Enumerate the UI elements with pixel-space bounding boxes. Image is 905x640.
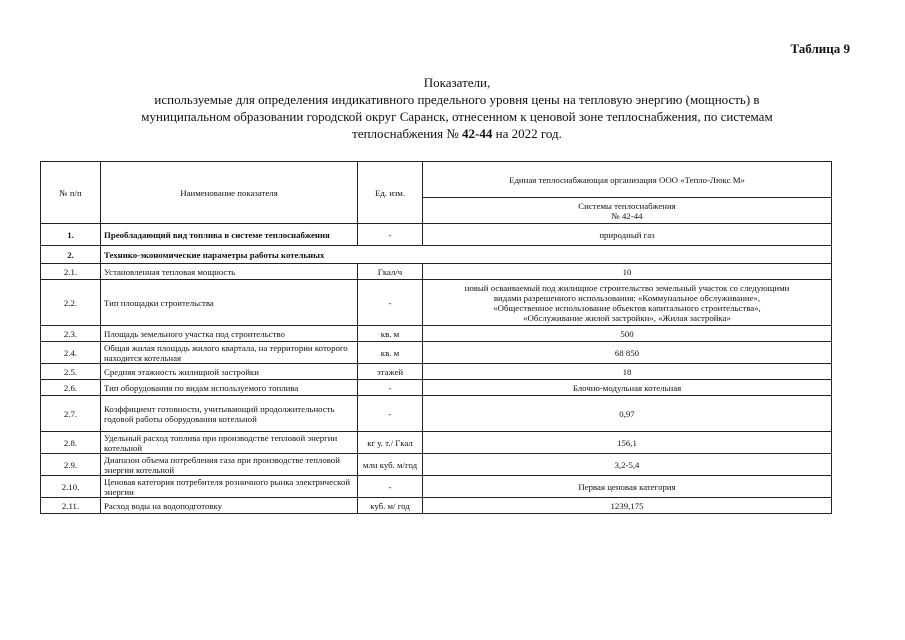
row-indicator-name: Расход воды на водоподготовку <box>101 498 358 514</box>
row-unit: - <box>358 396 423 432</box>
table-row <box>41 396 832 432</box>
heading-line-4-end: на 2022 год. <box>492 126 562 141</box>
row-indicator-name: Преобладающий вид топлива в системе теплоснабжения <box>101 224 358 246</box>
row-number: 2.5. <box>41 364 101 380</box>
row-number: 2.2. <box>41 280 101 326</box>
row-indicator-name: Ценовая категория потребителя розничного рынка электрической энергии <box>101 476 358 498</box>
document-heading <box>40 74 874 142</box>
table-row <box>41 280 832 326</box>
row-value: природный газ <box>423 224 832 246</box>
row-value: 0,97 <box>423 396 832 432</box>
row-unit: - <box>358 476 423 498</box>
heading-systems-number: 42-44 <box>462 126 493 141</box>
table-row <box>41 224 832 246</box>
row-value-line: «Общественное использование объектов капитального строительства», <box>493 302 761 313</box>
row-unit: млн куб. м/год <box>358 454 423 476</box>
row-indicator-name: Тип оборудования по видам используемого топлива <box>101 380 358 396</box>
row-value: 18 <box>423 364 832 380</box>
heading-line-4 <box>40 125 874 142</box>
table-row <box>41 246 832 264</box>
row-number: 2.6. <box>41 380 101 396</box>
heading-line-2: используемые для определения индикативного предельного уровня цены на тепловую энергию (мощность) в <box>154 92 760 107</box>
row-unit: кв. м <box>358 342 423 364</box>
row-value-line: новый осваиваемый под жилищное строительство земельный участок со следующими <box>464 282 790 293</box>
row-unit: Гкал/ч <box>358 264 423 280</box>
row-indicator-name: Коэффициент готовности, учитывающий продолжительность годовой работы оборудования котельной <box>101 396 358 432</box>
row-unit: кв. м <box>358 326 423 342</box>
table-row <box>41 326 832 342</box>
header-systems <box>423 198 832 224</box>
table-number-label: Таблица 9 <box>790 41 850 56</box>
row-value: 10 <box>423 264 832 280</box>
row-number: 2.7. <box>41 396 101 432</box>
header-systems-line-1: Системы теплоснабжения <box>578 200 676 211</box>
row-number: 2. <box>41 246 101 264</box>
row-value: 156,1 <box>423 432 832 454</box>
row-value <box>423 280 832 326</box>
row-value-line: «Обслуживание жилой застройки», «Жилая застройка» <box>523 312 731 323</box>
header-num: № п/п <box>41 162 101 224</box>
row-indicator-name: Технико-экономические параметры работы котельных <box>101 246 832 264</box>
row-unit: - <box>358 280 423 326</box>
row-unit: - <box>358 224 423 246</box>
table-row <box>41 432 832 454</box>
row-number: 2.9. <box>41 454 101 476</box>
row-value: 1239,175 <box>423 498 832 514</box>
row-indicator-name: Тип площадки строительства <box>101 280 358 326</box>
table-row <box>41 342 832 364</box>
row-number: 1. <box>41 224 101 246</box>
row-unit: кг у. т./ Гкал <box>358 432 423 454</box>
row-number: 2.3. <box>41 326 101 342</box>
row-value: 500 <box>423 326 832 342</box>
row-number: 2.1. <box>41 264 101 280</box>
table-row <box>41 498 832 514</box>
row-unit: - <box>358 380 423 396</box>
row-number: 2.8. <box>41 432 101 454</box>
row-indicator-name: Площадь земельного участка под строительство <box>101 326 358 342</box>
table-row <box>41 476 832 498</box>
row-unit: этажей <box>358 364 423 380</box>
indicators-table <box>40 161 832 514</box>
row-number: 2.10. <box>41 476 101 498</box>
row-value: Первая ценовая категория <box>423 476 832 498</box>
header-organization: Единая теплоснабжающая организация ООО «Тепло-Люкс М» <box>423 162 832 198</box>
row-number: 2.11. <box>41 498 101 514</box>
row-unit: куб. м/ год <box>358 498 423 514</box>
row-indicator-name: Диапазон объема потребления газа при производстве тепловой энергии котельной <box>101 454 358 476</box>
heading-line-1: Показатели, <box>423 75 491 90</box>
header-name: Наименование показателя <box>101 162 358 224</box>
row-indicator-name: Средняя этажность жилищной застройки <box>101 364 358 380</box>
row-indicator-name: Удельный расход топлива при производстве тепловой энергии котельной <box>101 432 358 454</box>
row-value: 68 850 <box>423 342 832 364</box>
table-row <box>41 264 832 280</box>
indicators-table-body <box>41 162 832 514</box>
table-row <box>41 380 832 396</box>
row-value-line: видами разрешенного использования: «Коммунальное обслуживание», <box>493 292 761 303</box>
row-indicator-name: Общая жилая площадь жилого квартала, на территории которого находится котельная <box>101 342 358 364</box>
header-unit: Ед. изм. <box>358 162 423 224</box>
heading-line-4-start: теплоснабжения № <box>352 126 463 141</box>
row-number: 2.4. <box>41 342 101 364</box>
table-row <box>41 454 832 476</box>
row-indicator-name: Установленная тепловая мощность <box>101 264 358 280</box>
heading-line-3: муниципальном образовании городской округ Саранск, отнесенном к ценовой зоне теплоснабжения, по системам <box>141 109 773 124</box>
table-header-row <box>41 162 832 198</box>
header-systems-line-2: № 42-44 <box>611 210 643 221</box>
row-value: Блочно-модульная котельная <box>423 380 832 396</box>
table-row <box>41 364 832 380</box>
row-value: 3,2-5,4 <box>423 454 832 476</box>
